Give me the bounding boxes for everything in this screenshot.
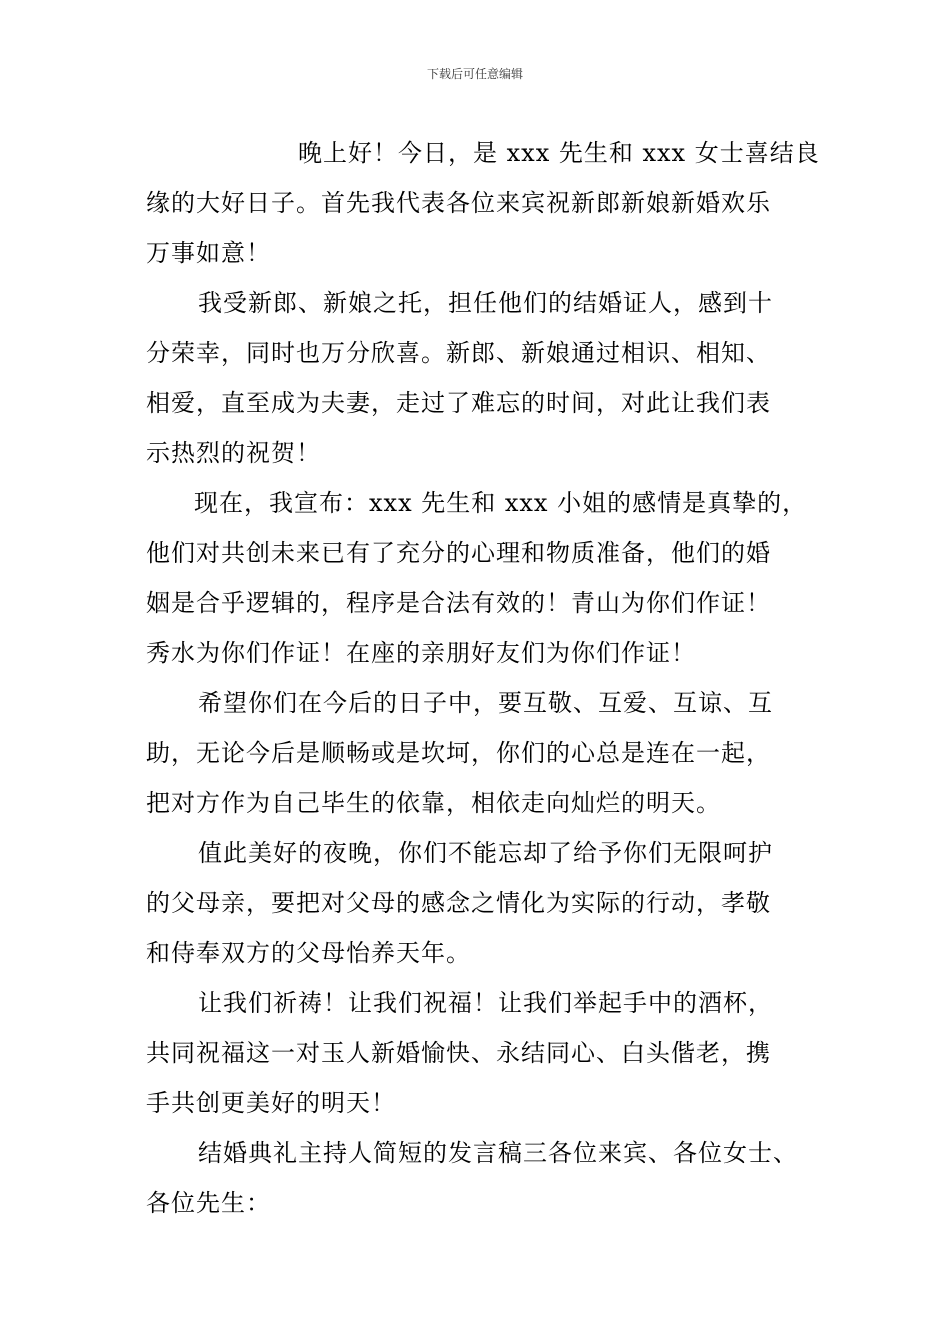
header-note: 下载后可任意编辑 [426, 67, 523, 81]
text-line: 的父母亲，要把对父母的感念之情化为实际的行动，孝敬 [146, 889, 771, 917]
text-line: 缘的大好日子。首先我代表各位来宾祝新郎新娘新婚欢乐 [146, 189, 771, 217]
text-line: 各位先生： [146, 1189, 271, 1217]
text-line: 秀水为你们作证！在座的亲朋好友们为你们作证！ [146, 639, 696, 667]
text-line: 示热烈的祝贺！ [146, 439, 321, 467]
text-line: 结婚典礼主持人简短的发言稿三各位来宾、各位女士、 [198, 1139, 798, 1167]
text-line: 值此美好的夜晚，你们不能忘却了给予你们无限呵护 [198, 839, 773, 867]
text-line: 希望你们在今后的日子中，要互敬、互爱、互谅、互 [198, 689, 773, 717]
text-line: 他们对共创未来已有了充分的心理和物质准备，他们的婚 [146, 539, 771, 567]
text-line: 晚上好！今日，是 xxx 先生和 xxx 女士喜结良 [298, 139, 820, 167]
text-line: 手共创更美好的明天！ [146, 1089, 396, 1117]
text-line: 分荣幸，同时也万分欣喜。新郎、新娘通过相识、相知、 [146, 339, 771, 367]
text-line: 相爱，直至成为夫妻，走过了难忘的时间，对此让我们表 [146, 389, 771, 417]
text-line: 共同祝福这一对玉人新婚愉快、永结同心、白头偕老，携 [146, 1039, 771, 1067]
text-line: 和侍奉双方的父母怡养天年。 [146, 939, 471, 967]
text-line: 万事如意！ [146, 239, 271, 267]
text-line: 我受新郎、新娘之托，担任他们的结婚证人，感到十 [198, 289, 773, 317]
text-line: 现在，我宣布：xxx 先生和 xxx 小姐的感情是真挚的， [194, 489, 808, 517]
text-line: 姻是合乎逻辑的，程序是合法有效的！青山为你们作证！ [146, 589, 771, 617]
text-line: 助，无论今后是顺畅或是坎坷，你们的心总是连在一起， [146, 739, 771, 767]
text-line: 把对方作为自己毕生的依靠，相依走向灿烂的明天。 [146, 789, 721, 817]
document-body [146, 128, 822, 1228]
text-line: 让我们祈祷！让我们祝福！让我们举起手中的酒杯， [198, 989, 773, 1017]
